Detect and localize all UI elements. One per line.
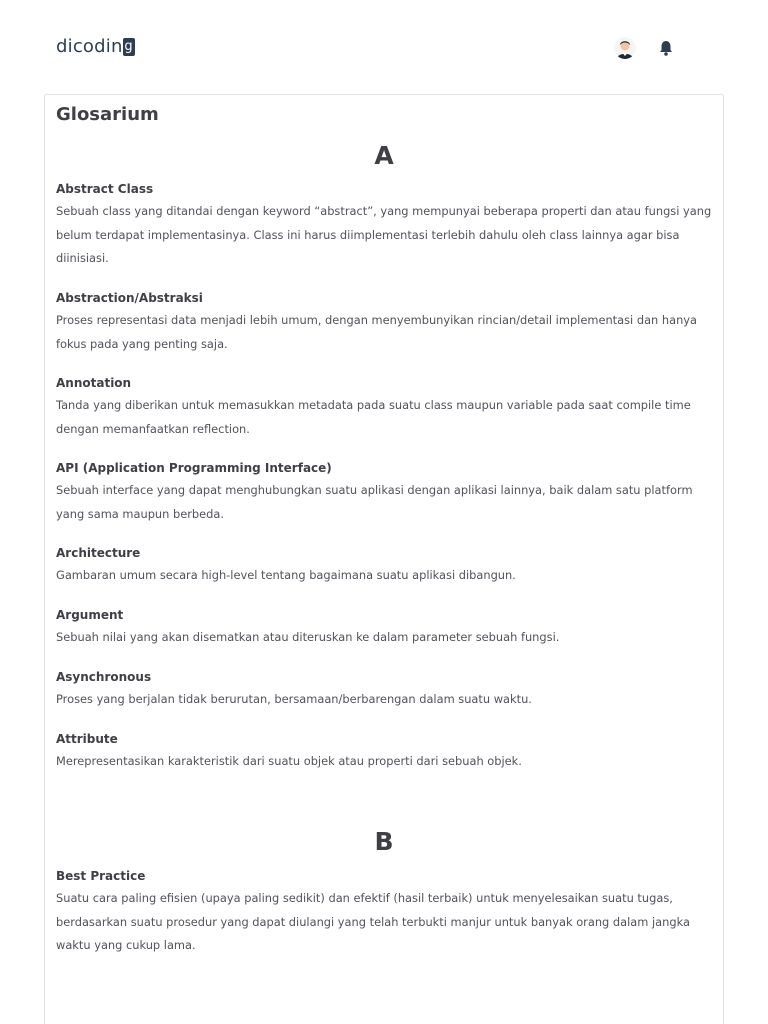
glossary-definition: Tanda yang diberikan untuk memasukkan metadata pada suatu class maupun variable pada saat compile time dengan memanfaatkan reflection. bbox=[56, 398, 691, 436]
glossary-entry bbox=[56, 607, 716, 650]
glossary-entry bbox=[56, 868, 716, 958]
dicoding-logo[interactable] bbox=[56, 36, 135, 57]
glossary-entry bbox=[56, 181, 716, 271]
section-letter-b: B bbox=[374, 827, 394, 856]
glossary-term: API (Application Programming Interface) bbox=[56, 461, 332, 475]
glossary-entry bbox=[56, 375, 716, 441]
glossary-term: Abstraction/Abstraksi bbox=[56, 291, 203, 305]
glossary-definition: Proses representasi data menjadi lebih umum, dengan menyembunyikan rincian/detail implementasi dan hanya fokus pada yang penting saja. bbox=[56, 313, 698, 351]
glossary-entry bbox=[56, 731, 716, 774]
glossary-term: Architecture bbox=[56, 546, 141, 560]
section-letter-a: A bbox=[374, 141, 394, 170]
glossary-term: Asynchronous bbox=[56, 670, 152, 684]
glossary-definition: Gambaran umum secara high-level tentang bagaimana suatu aplikasi dibangun. bbox=[56, 568, 516, 582]
glossary-term: Annotation bbox=[56, 376, 132, 390]
glossary-term: Argument bbox=[56, 608, 124, 622]
glossary-definition: Sebuah class yang ditandai dengan keyword “abstract”, yang mempunyai beberapa properti dan atau fungsi yang belum terdapat implementasinya. Class ini harus diimplementasi terlebih dahulu oleh class lainnya agar bisa diinisiasi. bbox=[56, 204, 712, 265]
glossary-entry bbox=[56, 290, 716, 356]
logo-g-badge: g bbox=[124, 39, 133, 54]
glossary-entry bbox=[56, 460, 716, 526]
glossary-definition: Suatu cara paling efisien (upaya paling sedikit) dan efektif (hasil terbaik) untuk menyelesaikan suatu tugas, berdasarkan suatu prosedur yang dapat diulangi yang telah terbukti manjur untuk banyak orang dalam jangka waktu yang cukup lama. bbox=[56, 891, 690, 952]
user-avatar-icon[interactable] bbox=[614, 37, 636, 59]
glossary-definition: Sebuah nilai yang akan disematkan atau diteruskan ke dalam parameter sebuah fungsi. bbox=[56, 630, 560, 644]
glossary-entry bbox=[56, 545, 716, 588]
logo-text: dicodin bbox=[56, 36, 123, 57]
bell-icon[interactable] bbox=[658, 39, 674, 57]
top-navbar bbox=[0, 0, 768, 95]
glossary-definition: Sebuah interface yang dapat menghubungkan suatu aplikasi dengan aplikasi lainnya, baik dalam satu platform yang sama maupun berbeda. bbox=[56, 483, 693, 521]
page-title: Glosarium bbox=[56, 104, 159, 125]
glossary-card bbox=[44, 94, 724, 1024]
glossary-term: Attribute bbox=[56, 732, 118, 746]
glossary-definition: Merepresentasikan karakteristik dari suatu objek atau properti dari sebuah objek. bbox=[56, 754, 522, 768]
glossary-term: Abstract Class bbox=[56, 182, 154, 196]
glossary-entry bbox=[56, 669, 716, 712]
glossary-term: Best Practice bbox=[56, 869, 146, 883]
glossary-definition: Proses yang berjalan tidak berurutan, bersamaan/berbarengan dalam suatu waktu. bbox=[56, 692, 532, 706]
